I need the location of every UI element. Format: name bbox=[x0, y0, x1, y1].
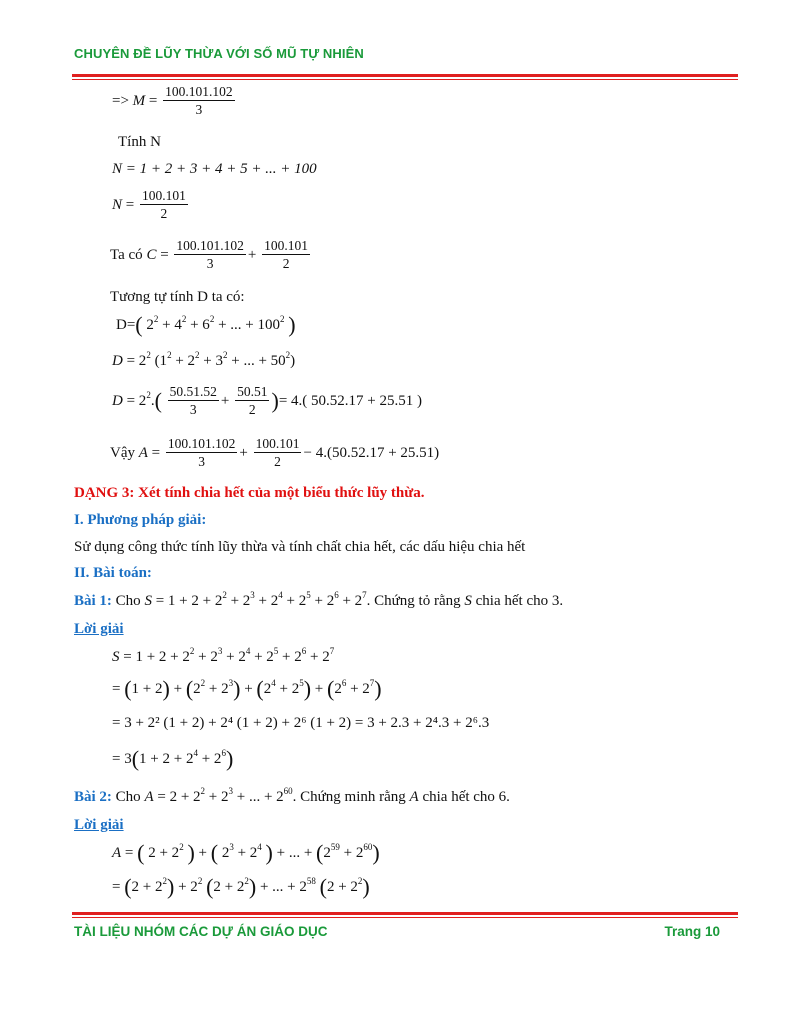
c-num2: 100.101 bbox=[264, 238, 309, 253]
n-sum: N = 1 + 2 + 3 + 4 + 5 + ... + 100 bbox=[112, 161, 317, 177]
c-num1: 100.101.102 bbox=[176, 238, 244, 253]
footer-rule bbox=[72, 912, 738, 918]
bai1-step2: = $(1 + 2) + (2^2 + 2^3) + (2^4 + 2^5) + (2^6 + 2^7)$ bbox=[112, 676, 382, 701]
bai2-pre: Cho bbox=[115, 789, 141, 805]
a-den2: 2 bbox=[274, 454, 281, 469]
d3-frac1 bbox=[168, 384, 219, 419]
bai2-solution-label: Lời giải bbox=[74, 817, 124, 833]
c-formula: Ta có C = $\frac{100.101.102}{3}$ + $\frac{100.101}{2}$ bbox=[110, 238, 309, 271]
d3-num1: 50.51.52 bbox=[169, 384, 217, 399]
bai2-var: A bbox=[409, 789, 419, 805]
c-frac1 bbox=[174, 238, 246, 273]
bai1-solution-label: Lời giải bbox=[74, 621, 124, 637]
method-title: I. Phương pháp giải: bbox=[74, 512, 207, 528]
m-formula: => M = $\frac{100.101.102}{3}$ bbox=[112, 84, 233, 117]
c-frac2 bbox=[262, 238, 310, 273]
bai1-label: Bài 1: bbox=[74, 593, 112, 609]
a-num2: 100.101 bbox=[255, 436, 300, 451]
c-den2: 2 bbox=[282, 256, 290, 271]
bai1-pre: Cho bbox=[115, 593, 141, 609]
bai1-step3: = 3 + 2² (1 + 2) + 2⁴ (1 + 2) + 2⁶ (1 + 2) = 3 + 2.3 + 2⁴.3 + 2⁶.3 bbox=[112, 715, 490, 731]
m-var: M bbox=[132, 92, 146, 109]
a-formula: Vậy A = $\frac{100.101.102}{3}$ + $\frac{100.101}{2}$ − 4.(50.52.17 + 25.51) bbox=[110, 436, 440, 469]
taco-label: Ta có bbox=[110, 246, 143, 263]
a-frac2 bbox=[254, 436, 302, 471]
footer-left: TÀI LIỆU NHÓM CÁC DỰ ÁN GIÁO DỤC bbox=[74, 924, 328, 939]
footer-page-number: Trang 10 bbox=[664, 924, 720, 939]
bai2-step2: = $(2 + 2^2) + 2^2$ $(2 + 2^2)$ + ... + $2^{58}$ $(2 + 2^2)$ bbox=[112, 874, 370, 899]
d2-tail: + ... + 50 bbox=[231, 353, 286, 369]
bai2-post: . Chứng minh rằng bbox=[292, 789, 406, 805]
d3-den2: 2 bbox=[248, 402, 256, 417]
bai1-post: . Chứng tỏ rằng bbox=[366, 593, 461, 609]
d3-num2: 50.51 bbox=[237, 384, 268, 399]
tinh-n: Tính N bbox=[118, 134, 161, 150]
a-tail: − 4.(50.52.17 + 25.51) bbox=[303, 444, 440, 461]
d-line3: $D = 2^2$.( $\frac{50.51.52}{3}$ + $\frac{50.51}{2}$ )= 4.( 50.52.17 + 25.51 ) bbox=[112, 384, 422, 417]
d-line1: D=( $2^2 + 4^2 + 6^2$ + ... + $100^2$ ) bbox=[116, 312, 296, 337]
a-frac1 bbox=[166, 436, 238, 471]
n-den: 2 bbox=[160, 206, 168, 221]
d3-den1: 3 bbox=[189, 402, 197, 417]
bai1-step1: $S = 1 + 2 + 2^2 + 2^3 + 2^4 + 2^5 + 2^6 + 2^7$ bbox=[112, 646, 335, 665]
c-den1: 3 bbox=[206, 256, 214, 271]
bai1-statement: Bài 1: Cho $S = 1 + 2 + 2^2 + 2^3 + 2^4 + 2^5 + 2^6 + 2^7$. Chứng tỏ rằng S chia hết cho 3. bbox=[74, 590, 564, 609]
bai1-var: S bbox=[464, 593, 472, 609]
n-formula: N = $\frac{100.101}{2}$ bbox=[112, 188, 186, 221]
header-title: CHUYÊN ĐỀ LŨY THỪA VỚI SỐ MŨ TỰ NHIÊN bbox=[74, 46, 364, 61]
vay-label: Vậy bbox=[110, 444, 135, 461]
bai2-step1: A = ( $2 + 2^2$ ) + ( $2^3 + 2^4$ ) + ... + $(2^{59} + 2^{60})$ bbox=[112, 840, 380, 865]
method-text: Sử dụng công thức tính lũy thừa và tính chất chia hết, các dấu hiệu chia hết bbox=[74, 539, 526, 555]
a-num1: 100.101.102 bbox=[167, 436, 236, 451]
d1-tail: + ... + 100 bbox=[218, 317, 280, 333]
tuong-tu: Tương tự tính D ta có: bbox=[110, 289, 245, 305]
n-num: 100.101 bbox=[141, 188, 186, 203]
bai2-statement: Bài 2: Cho $A = 2 + 2^2 + 2^3$ + ... + $2^{60}$. Chứng minh rằng A chia hết cho 6. bbox=[74, 786, 510, 805]
bai2-end: chia hết cho 6. bbox=[422, 789, 510, 805]
m-num: 100.101.102 bbox=[165, 84, 233, 99]
dang3-title: DẠNG 3: Xét tính chia hết của một biểu thức lũy thừa. bbox=[74, 485, 425, 501]
problems-title: II. Bài toán: bbox=[74, 565, 152, 581]
m-den: 3 bbox=[195, 102, 203, 117]
d3-tail: = 4.( 50.52.17 + 25.51 ) bbox=[278, 392, 422, 409]
m-fraction bbox=[163, 84, 235, 119]
bai1-end: chia hết cho 3. bbox=[475, 593, 564, 609]
bai2-label: Bài 2: bbox=[74, 789, 112, 805]
bai1-step4: = $3(1 + 2 + 2^4 + 2^6)$ bbox=[112, 746, 234, 771]
n-fraction bbox=[140, 188, 188, 223]
d-line2: $D = 2^2$ ($1^2 + 2^2 + 3^2$ + ... + $50^2$) bbox=[112, 350, 296, 369]
header-rule bbox=[72, 74, 738, 80]
d3-frac2 bbox=[235, 384, 269, 419]
a-den1: 3 bbox=[198, 454, 206, 469]
m-prefix: => bbox=[112, 92, 133, 109]
